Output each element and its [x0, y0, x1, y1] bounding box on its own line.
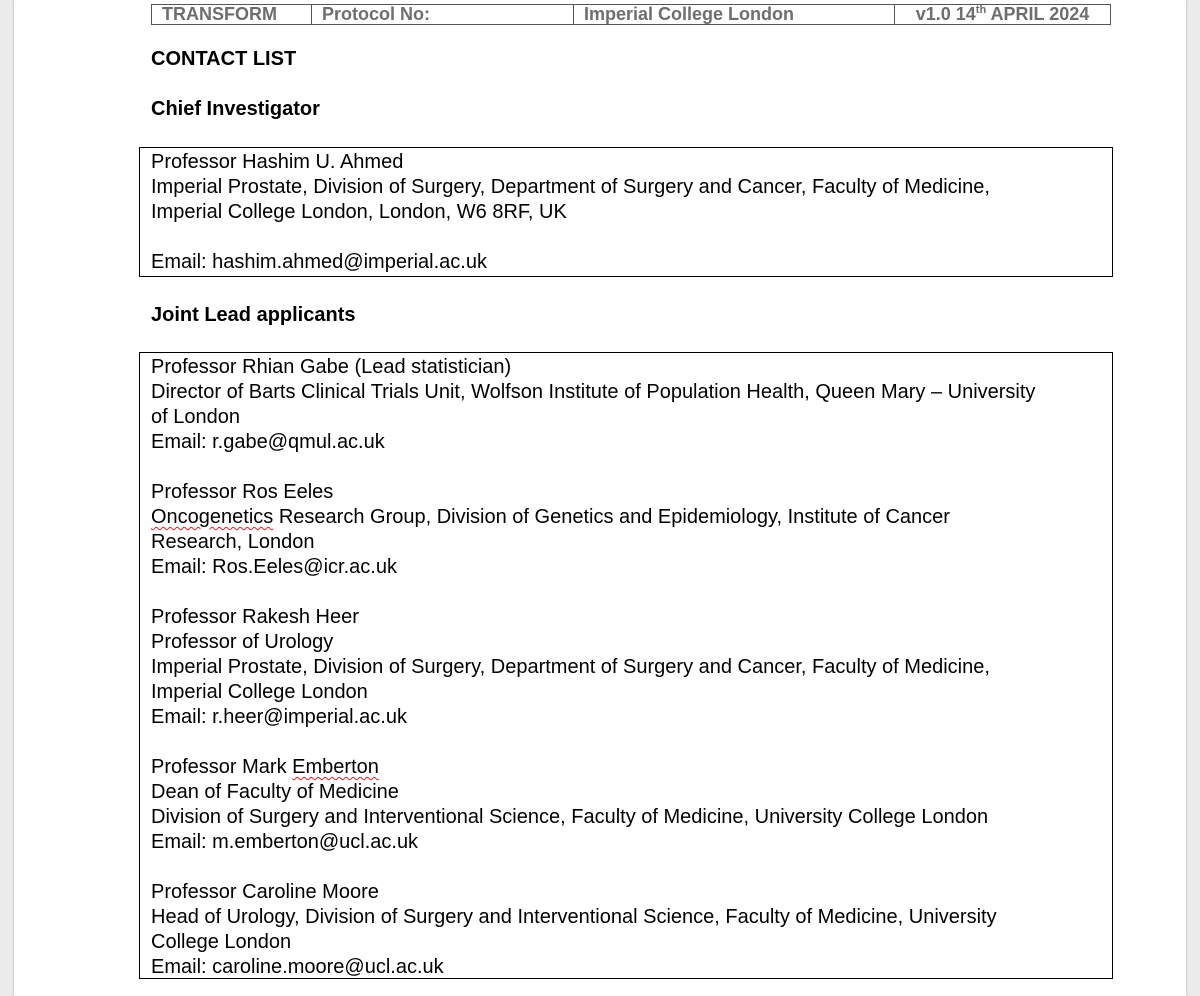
eeles-email: Email: Ros.Eeles@icr.ac.uk: [151, 556, 397, 578]
document-page: [14, 0, 1186, 996]
joint-lead-box: [139, 352, 1113, 979]
header-study: TRANSFORM: [152, 5, 312, 24]
chief-email: Email: hashim.ahmed@imperial.ac.uk: [151, 251, 487, 273]
eeles-line-1: Oncogenetics Research Group, Division of Genetics and Epidemiology, Institute of Cancer: [151, 506, 950, 528]
emberton-line-1: Division of Surgery and Interventional Science, Faculty of Medicine, University College London: [151, 806, 989, 828]
joint-lead-heading: Joint Lead applicants: [151, 304, 356, 326]
moore-line-1: Head of Urology, Division of Surgery and Interventional Science, Faculty of Medicine, University: [151, 906, 997, 928]
emberton-name: Professor Mark Emberton: [151, 756, 379, 778]
spellcheck-word: Oncogenetics: [151, 506, 274, 528]
heer-name: Professor Rakesh Heer: [151, 606, 359, 628]
spellcheck-word: Emberton: [292, 756, 379, 778]
moore-line-2: College London: [151, 931, 292, 953]
chief-investigator-box: [139, 147, 1113, 277]
header-institution: Imperial College London: [574, 5, 895, 24]
gabe-line-1: Director of Barts Clinical Trials Unit, Wolfson Institute of Population Health, Queen Mary – University: [151, 381, 1036, 403]
header-version: v1.0 14th APRIL 2024: [915, 5, 1090, 24]
eeles-line-2: Research, London: [151, 531, 315, 553]
gabe-email: Email: r.gabe@qmul.ac.uk: [151, 431, 385, 453]
gabe-name: Professor Rhian Gabe (Lead statistician): [151, 356, 512, 378]
gabe-line-2: of London: [151, 406, 240, 428]
moore-email: Email: caroline.moore@ucl.ac.uk: [151, 956, 444, 978]
page-title: CONTACT LIST: [151, 48, 297, 70]
chief-name: Professor Hashim U. Ahmed: [151, 151, 404, 173]
chief-address-2: Imperial College London, London, W6 8RF, UK: [151, 201, 567, 223]
emberton-role: Dean of Faculty of Medicine: [151, 781, 399, 803]
header-protocol: Protocol No:: [312, 5, 574, 24]
protocol-header-table: [151, 4, 1111, 25]
chief-address-1: Imperial Prostate, Division of Surgery, Department of Surgery and Cancer, Faculty of Medicine,: [151, 176, 990, 198]
heer-role: Professor of Urology: [151, 631, 334, 653]
heer-email: Email: r.heer@imperial.ac.uk: [151, 706, 407, 728]
moore-name: Professor Caroline Moore: [151, 881, 379, 903]
emberton-email: Email: m.emberton@ucl.ac.uk: [151, 831, 419, 853]
heer-line-2: Imperial College London: [151, 681, 368, 703]
heer-line-1: Imperial Prostate, Division of Surgery, Department of Surgery and Cancer, Faculty of Medicine,: [151, 656, 990, 678]
chief-investigator-heading: Chief Investigator: [151, 98, 320, 120]
eeles-name: Professor Ros Eeles: [151, 481, 334, 503]
